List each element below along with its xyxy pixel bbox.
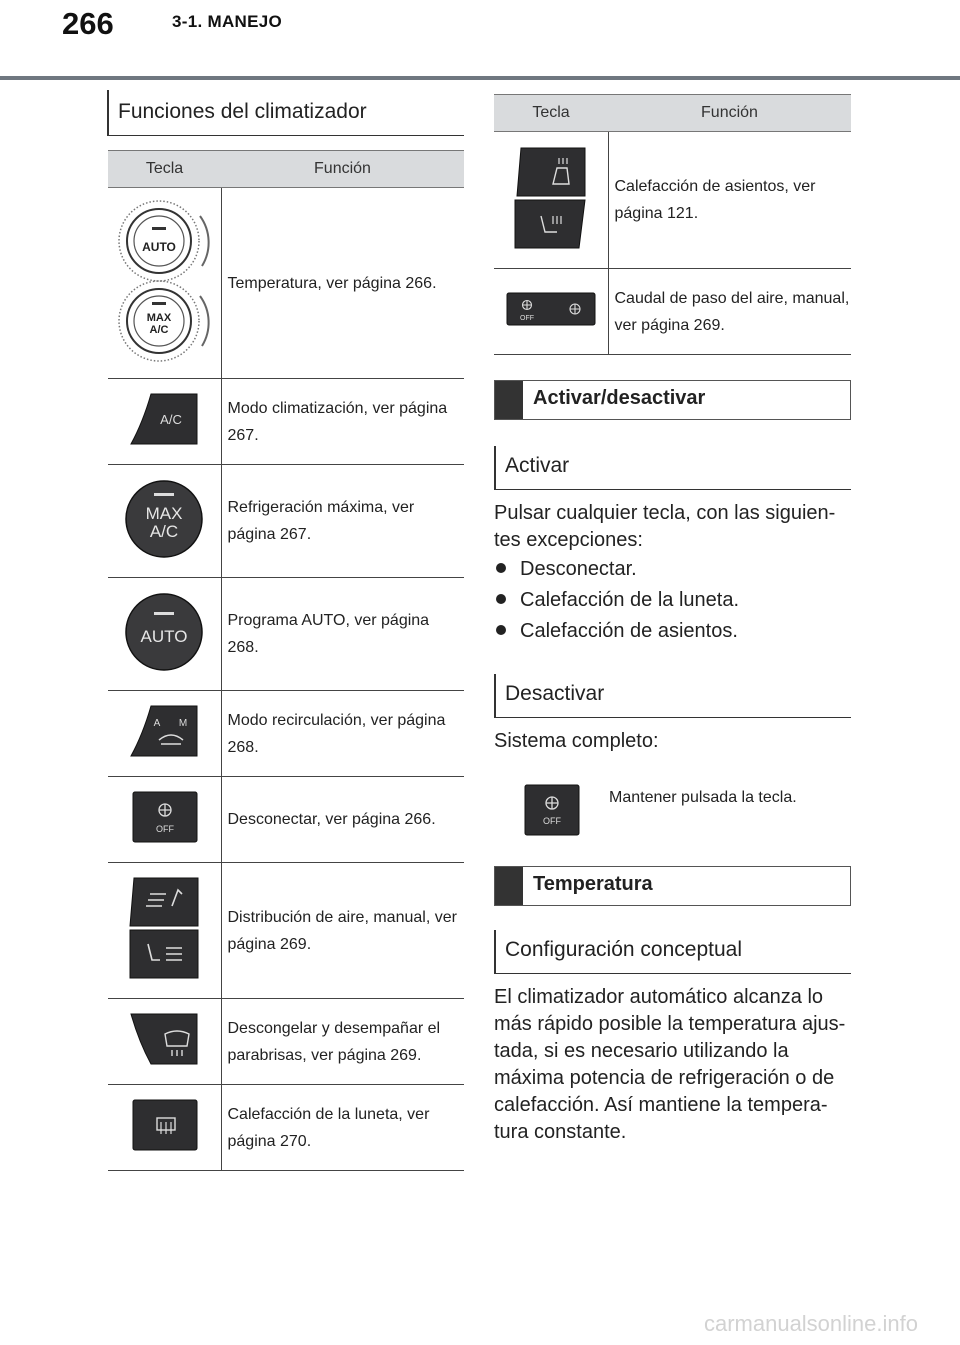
auto-button-icon — [124, 592, 204, 672]
rear-window-heating-button-icon — [129, 1098, 199, 1152]
svg-text:M: M — [179, 718, 188, 729]
function-text: Descongelar y desempañar el parabrisas, ver página 269. — [221, 999, 464, 1085]
svg-text:A/C: A/C — [160, 412, 183, 427]
function-text: Distribución de aire, manual, ver página 269. — [221, 863, 464, 999]
bullet-item: Calefacción de la luneta. — [496, 589, 739, 612]
svg-text:A: A — [153, 718, 161, 729]
activar-text: Pulsar cualquier tecla, con las siguien-tes excepciones: — [494, 502, 836, 551]
table-row — [108, 1085, 464, 1171]
recirculation-button-icon — [129, 704, 199, 758]
table-row — [108, 188, 464, 379]
section-header-activate: Activar/desactivar — [494, 380, 851, 420]
table-row — [108, 465, 464, 578]
chapter-title: 3-1. MANEJO — [172, 12, 283, 31]
svg-text:MAX: MAX — [145, 503, 183, 523]
functions-table — [108, 150, 464, 1171]
subsection-desactivar: Desactivar — [494, 674, 851, 718]
table-row — [108, 999, 464, 1085]
fan-speed-button-icon — [505, 291, 597, 327]
function-text: Temperatura, ver página 266. — [221, 188, 464, 379]
svg-text:AUTO: AUTO — [142, 239, 177, 254]
config-text: El climatizador automático alcanza lo más rápido posible la temperatura ajus-tada, si es necesario utilizando la máxima potencia de refrigeración o de calefacción. Así mantiene la tempera-tura constante. — [494, 986, 846, 1143]
function-text: Modo climatización, ver página 267. — [221, 379, 464, 465]
bullet-item: Desconectar. — [496, 558, 637, 581]
section-header-temperature: Temperatura — [494, 866, 851, 906]
function-text: Calefacción de la luneta, ver página 270. — [221, 1085, 464, 1171]
windshield-defrost-button-icon — [129, 1012, 199, 1066]
function-text: Calefacción de asientos, ver página 121. — [608, 132, 851, 269]
function-text: Programa AUTO, ver página 268. — [221, 578, 464, 691]
col-header-function: Función — [608, 95, 851, 132]
page-number: 266 — [62, 6, 114, 41]
table-row — [108, 578, 464, 691]
subsection-activar: Activar — [494, 446, 851, 490]
max-ac-button-icon — [124, 479, 204, 559]
table-row — [108, 777, 464, 863]
bullet-item: Calefacción de asientos. — [496, 620, 738, 643]
svg-text:MAX: MAX — [147, 311, 172, 324]
svg-text:OFF: OFF — [519, 315, 534, 322]
table-row — [108, 379, 464, 465]
col-header-key: Tecla — [108, 151, 221, 188]
col-header-key: Tecla — [494, 95, 608, 132]
air-distribution-buttons-icon — [128, 876, 200, 980]
ac-button-icon — [129, 392, 199, 446]
section-title-functions — [107, 90, 464, 136]
col-header-function: Función — [221, 151, 464, 188]
svg-text:AUTO: AUTO — [140, 626, 188, 646]
temperature-dials-icon — [114, 196, 214, 366]
svg-text:OFF: OFF — [156, 824, 175, 834]
watermark: carmanualsonline.info — [703, 1311, 918, 1336]
fan-off-button-icon — [129, 790, 199, 844]
table-row — [494, 269, 851, 355]
table-row — [494, 132, 851, 269]
desactivar-text: Sistema completo: — [494, 730, 659, 752]
header-rule — [0, 76, 960, 80]
seat-heating-buttons-icon — [513, 146, 589, 250]
fan-off-button-icon — [524, 784, 580, 836]
svg-text:A/C: A/C — [149, 323, 169, 336]
functions-table-continued — [494, 94, 851, 355]
svg-text:A/C: A/C — [150, 521, 179, 541]
table-row — [108, 863, 464, 999]
function-text: Refrigeración máxima, ver página 267. — [221, 465, 464, 578]
hold-text: Mantener pulsada la tecla. — [609, 789, 797, 806]
function-text: Caudal de paso del aire, manual, ver página 269. — [608, 269, 851, 355]
subsection-config: Configuración conceptual — [494, 930, 851, 974]
table-row — [108, 691, 464, 777]
function-text: Desconectar, ver página 266. — [221, 777, 464, 863]
section-title-text: Funciones del climatizador — [118, 100, 367, 123]
svg-text:OFF: OFF — [543, 816, 561, 826]
function-text: Modo recirculación, ver página 268. — [221, 691, 464, 777]
